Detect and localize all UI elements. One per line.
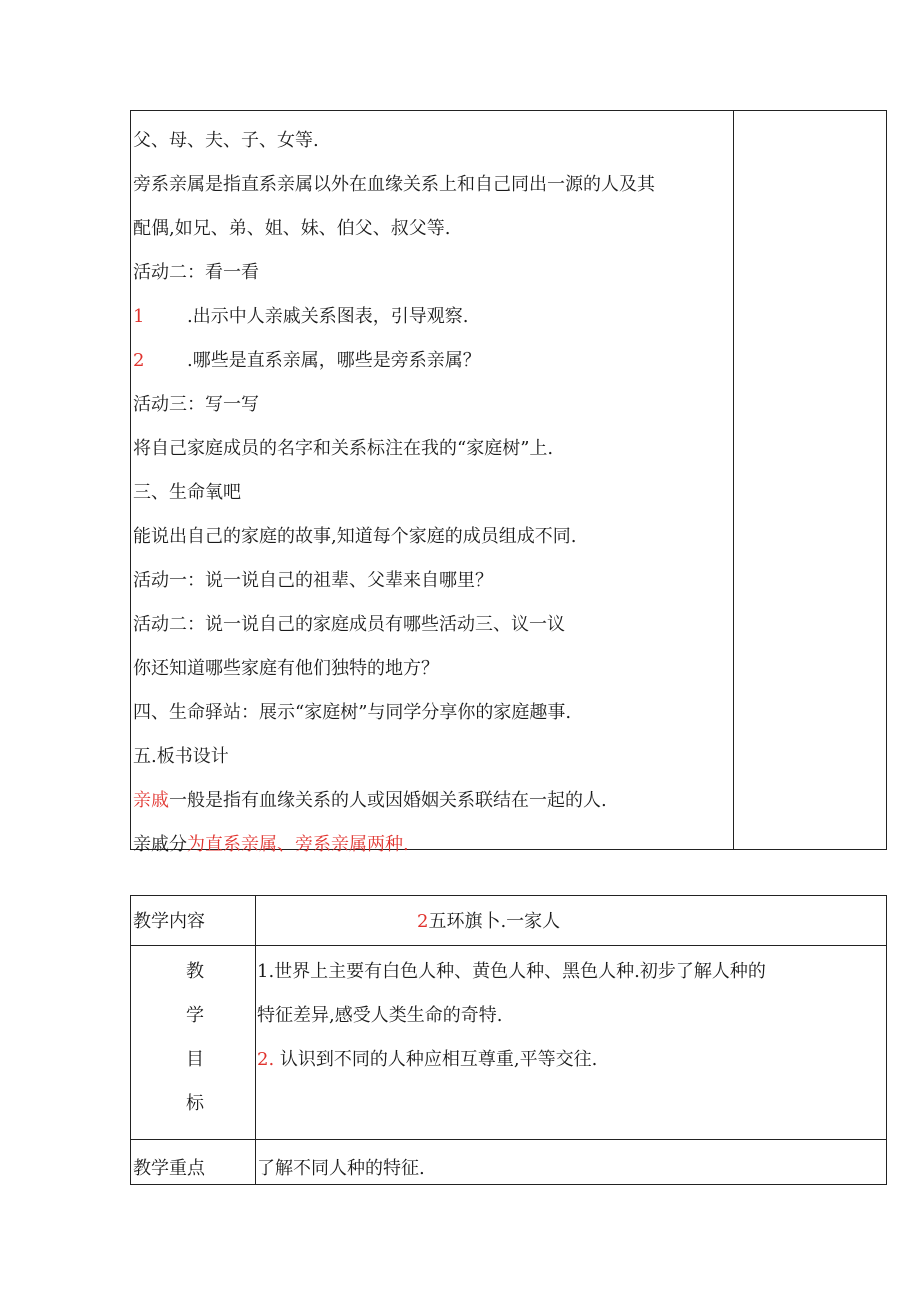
goal-label-char: 学	[186, 1005, 204, 1026]
lesson-title-text: 五环旗卜.一家人	[428, 911, 561, 932]
board-line-1	[133, 788, 729, 832]
lesson-title-number: 2	[417, 911, 429, 932]
column-divider	[733, 111, 734, 849]
goal-1-line-2: 特征差异,感受人类生命的奇特.	[257, 1005, 503, 1026]
focus-label: 教学重点	[133, 1158, 205, 1179]
board-line-2	[133, 832, 729, 876]
goal-1-line-1: 1.世界上主要有白色人种、黄色人种、黑色人种.初步了解人种的	[257, 961, 766, 982]
goal-2	[257, 1047, 597, 1073]
goal-2-text: 认识到不同的人种应相互尊重,平等交往.	[279, 1049, 598, 1070]
text-line	[133, 392, 729, 436]
board-term: 亲戚	[133, 790, 169, 811]
board-text: 一般是指有血缘关系的人或因婚姻关系联结在一起的人.	[169, 790, 607, 811]
line-text: 活动三：写一写	[133, 394, 259, 415]
text-line	[133, 568, 729, 612]
line-text: 三、生命氧吧	[133, 482, 241, 503]
text-line	[133, 216, 729, 260]
step-number: 2	[133, 350, 145, 371]
line-text: 活动二：看一看	[133, 262, 259, 283]
goal-label	[183, 959, 207, 1135]
text-line	[133, 128, 729, 172]
focus-text: 了解不同人种的特征.	[257, 1158, 425, 1179]
line-text: 旁系亲属是指直系亲属以外在血缘关系上和自己同出一源的人及其	[133, 174, 655, 195]
line-text: 活动一：说一说自己的祖辈、父辈来自哪里？	[133, 570, 493, 591]
goal-label-char: 标	[186, 1093, 204, 1114]
line-text: 五.板书设计	[133, 746, 229, 767]
line-text: 配偶,如兄、弟、姐、妹、伯父、叔父等.	[133, 218, 451, 239]
line-text: 将自己家庭成员的名字和关系标注在我的“家庭树”上.	[133, 438, 554, 459]
text-line	[133, 656, 729, 700]
lesson-title	[417, 909, 560, 935]
lesson-plan-table-continued	[130, 110, 887, 855]
row-divider	[131, 1139, 886, 1140]
text-line	[133, 304, 729, 348]
text-line	[133, 348, 729, 392]
line-text: 父、母、夫、子、女等.	[133, 130, 319, 151]
text-line	[133, 436, 729, 480]
goal-label-char: 目	[186, 1049, 204, 1070]
text-line	[133, 172, 729, 216]
text-line	[133, 700, 729, 744]
board-highlight: 为直系亲属、旁系亲属两种.	[187, 834, 409, 855]
lesson-plan-table-2	[130, 895, 887, 1185]
line-text: 活动二：说一说自己的家庭成员有哪些活动三、议一议	[133, 614, 565, 635]
text-line	[133, 744, 729, 788]
board-text: 亲戚分	[133, 834, 187, 855]
goal-2-number: 2.	[257, 1049, 275, 1070]
line-text: 你还知道哪些家庭有他们独特的地方？	[133, 658, 439, 679]
line-text: 能说出自己的家庭的故事,知道每个家庭的成员组成不同.	[133, 526, 577, 547]
line-text: .哪些是直系亲属，哪些是旁系亲属？	[187, 350, 481, 371]
text-line	[133, 480, 729, 524]
text-line	[133, 524, 729, 568]
lesson-process-text	[133, 128, 729, 876]
row-divider	[131, 945, 886, 946]
text-line	[133, 612, 729, 656]
step-number: 1	[133, 306, 145, 327]
column-divider	[255, 896, 256, 1184]
line-text: 四、生命驿站：展示“家庭树”与同学分享你的家庭趣事.	[133, 702, 572, 723]
content-label: 教学内容	[133, 911, 205, 932]
goal-label-char: 教	[186, 961, 204, 982]
text-line	[133, 260, 729, 304]
line-text: .出示中人亲戚关系图表，引导观察.	[187, 306, 469, 327]
